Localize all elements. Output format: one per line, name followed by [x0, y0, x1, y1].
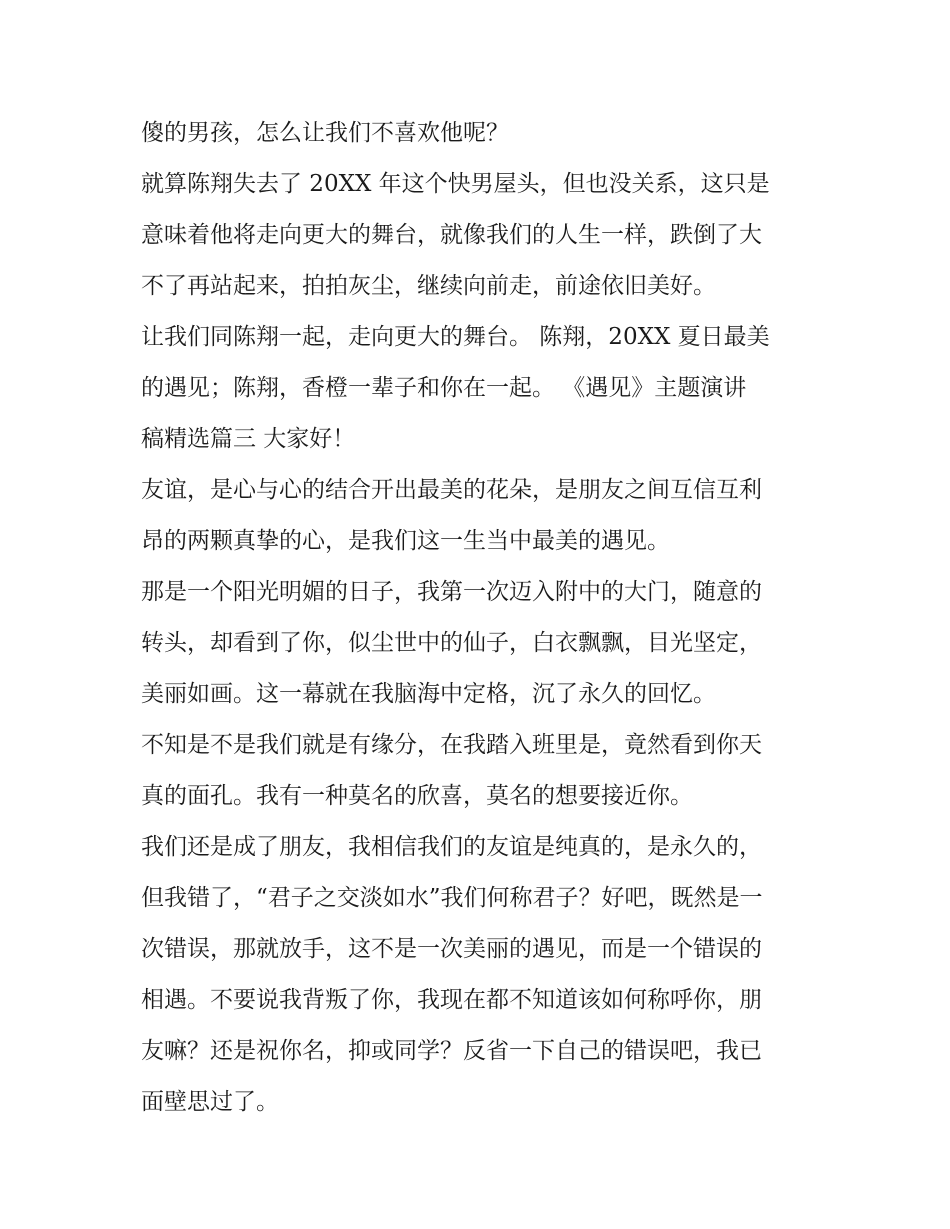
- text-line: 相遇。不要说我背叛了你，我现在都不知道该如何称呼你，朋: [141, 987, 762, 1013]
- text-line: 我们还是成了朋友，我相信我们的友谊是纯真的，是永久的，: [141, 834, 762, 860]
- document-body: [141, 108, 816, 1128]
- text-line: 但我错了，“君子之交淡如水”我们何称君子？好吧，既然是一: [141, 885, 763, 911]
- text-line: 稿精选篇三 大家好！: [141, 426, 356, 452]
- text-line: 友嘛？还是祝你名，抑或同学？反省一下自己的错误吧，我已: [141, 1038, 762, 1064]
- text-line: 真的面孔。我有一种莫名的欣喜，莫名的想要接近你。: [141, 783, 693, 809]
- text-line: 转头，却看到了你，似尘世中的仙子，白衣飘飘，目光坚定，: [141, 630, 762, 656]
- text-line: 不知是不是我们就是有缘分，在我踏入班里是，竟然看到你天: [141, 732, 762, 758]
- text-line: 昂的两颗真挚的心，是我们这一生当中最美的遇见。: [141, 528, 670, 554]
- text-line: 意味着他将走向更大的舞台，就像我们的人生一样，跌倒了大: [141, 222, 762, 248]
- text-line: 次错误，那就放手，这不是一次美丽的遇见，而是一个错误的: [141, 936, 762, 962]
- text-line: 那是一个阳光明媚的日子，我第一次迈入附中的大门，随意的: [141, 579, 762, 605]
- text-line: 的遇见；陈翔，香橙一辈子和你在一起。 《遇见》主题演讲: [141, 375, 747, 401]
- text-line: 友谊，是心与心的结合开出最美的花朵，是朋友之间互信互利: [141, 477, 762, 503]
- text-line: 就算陈翔失去了 20XX 年这个快男屋头，但也没关系，这只是: [141, 171, 770, 197]
- text-line: 美丽如画。这一幕就在我脑海中定格，沉了永久的回忆。: [141, 681, 716, 707]
- text-line: 傻的男孩，怎么让我们不喜欢他呢？: [141, 120, 509, 146]
- text-line: 面壁思过了。: [141, 1089, 279, 1115]
- text-line: 不了再站起来，拍拍灰尘，继续向前走，前途依旧美好。: [141, 273, 716, 299]
- text-line: 让我们同陈翔一起，走向更大的舞台。 陈翔，20XX 夏日最美: [141, 324, 770, 350]
